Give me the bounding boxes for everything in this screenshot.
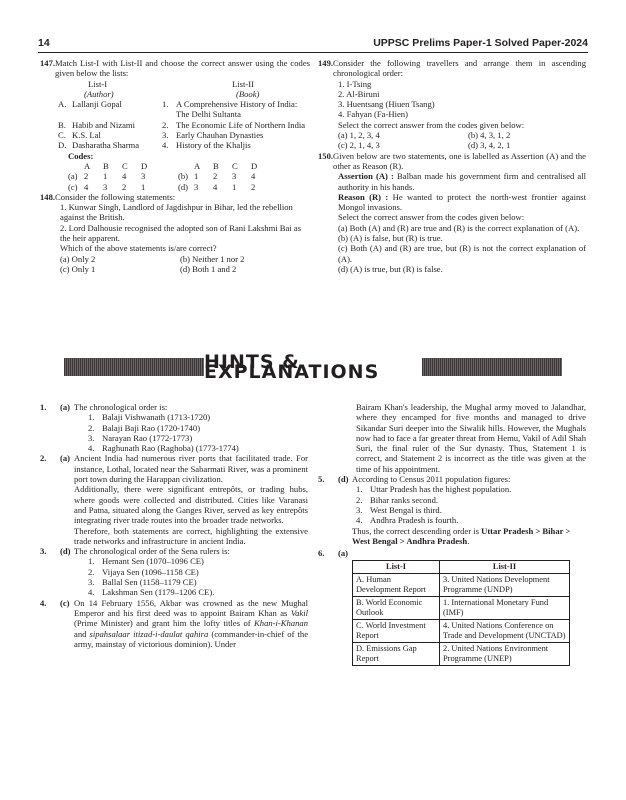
question-text: Consider the following travellers and arrange them in ascending chronological order: — [333, 58, 586, 79]
answer-5-list: 1. Uttar Pradesh has the highest population. 2. Bihar ranks second. 3. West Bengal is third. 4. Andhra Pradesh is fourth. — [356, 484, 512, 526]
answer-text: Ancient India had numerous river ports that facilitated trade. For instance, Lothal, located near the Sabarmati River, was a prominent port town during the Harappan civilization. — [74, 453, 308, 485]
list2-sub: (Book) — [236, 88, 260, 99]
code-value: D — [141, 160, 148, 171]
question-149 — [318, 58, 586, 79]
ask: Select the correct answer from the codes given below: — [338, 119, 525, 130]
answer-6-table — [352, 560, 570, 666]
option-a: (a) Only 2 — [60, 253, 96, 264]
traveller-3: 3. Huentsang (Hiuen Tsang) — [338, 99, 435, 110]
code-value: 2 — [84, 171, 89, 182]
col-head: List-I — [353, 561, 440, 574]
answer-1-list: 1. Balaji Vishwanath (1713-1720) 2. Balaji Baji Rao (1720-1740) 3. Narayan Rao (1772-1773) 4. Raghunath Rao (Raghoba) (1773-1774) — [88, 412, 239, 454]
codes-header — [68, 161, 310, 171]
code-value: 3 — [232, 171, 237, 182]
table-row: D. Emissions Gap Report 2. United Nations Environment Programme (UNEP) — [353, 643, 570, 666]
option-d: (d) Both 1 and 2 — [180, 263, 237, 274]
row-letter: B. — [58, 119, 66, 130]
answer-6 — [318, 548, 586, 558]
list-item: Lakshman Sen (1179–1206 CE). — [102, 587, 215, 598]
statement-1: 1. Kunwar Singh, Landlord of Jagdishpur in Bihar, led the rebellion against the British. — [60, 202, 293, 223]
option-a: (a) Both (A) and (R) are true and (R) is the correct explanation of (A). — [338, 222, 580, 233]
answer-1 — [40, 402, 308, 412]
answer-letter: (a) — [60, 402, 71, 412]
table-row: A. Human Development Report 3. United Nations Development Programme (UNDP) — [353, 574, 570, 597]
list2-cell: The Economic Life of Northern India — [176, 119, 306, 130]
answer-number: 3. — [40, 546, 47, 557]
row-number: 4. — [162, 140, 169, 151]
list2-cell: A Comprehensive History of India: The Delhi Sultanta — [176, 99, 298, 120]
answer-number: 2. — [40, 453, 47, 464]
list-item: Vijaya Sen (1096–1158 CE) — [102, 566, 199, 577]
spacer — [160, 161, 178, 171]
question-text: Match List-I with List-II and choose the correct answer using the codes given below the lists: — [55, 58, 310, 79]
option-c: (c) 2, 1, 4, 3 — [338, 140, 380, 151]
row-number: 2. — [162, 119, 169, 130]
answer-number: 5. — [318, 474, 325, 485]
table-row: B. World Economic Outlook 1. International Monetary Fund (IMF) — [353, 597, 570, 620]
option-a: (a) 1, 2, 3, 4 — [338, 130, 380, 141]
list-item: Narayan Rao (1772-1773) — [102, 432, 193, 443]
row-number: 1. — [162, 99, 169, 110]
assertion-label: Assertion (A) : — [338, 171, 394, 182]
section-title: HINTS & EXPLANATIONS — [204, 350, 380, 383]
codes-row — [68, 182, 310, 192]
assertion-text: Balban made his government firm and centralised all authority in his hands. — [338, 171, 586, 192]
answer-5-conclusion: Thus, the correct descending order is Uttar Pradesh > Bihar > West Bengal > Andhra Pradesh. — [352, 525, 571, 546]
question-text: Consider the following statements: — [55, 191, 176, 202]
list1-cell: K.S. Lal — [72, 130, 101, 141]
code-value: 1 — [103, 171, 108, 182]
code-value: D — [251, 160, 258, 171]
code-value: 2 — [122, 181, 127, 192]
code-value: 2 — [213, 171, 218, 182]
code-option: (c) — [68, 181, 78, 192]
answer-2-para-3: Therefore, both statements are correct, highlighting the extensive trade networks and infrastructure in ancient India. — [74, 525, 308, 546]
reason-text: He wanted to protect the north-west frontier against Mongol invasions. — [338, 191, 587, 213]
code-option: (a) — [68, 171, 78, 182]
codes-row — [68, 171, 310, 181]
row-letter: D. — [58, 140, 67, 151]
traveller-1: 1. I-Tsing — [338, 78, 372, 89]
option-c: (c) Both (A) and (R) are true, but (R) is not the correct explanation of (A). — [338, 243, 586, 264]
row-letter: A. — [58, 99, 67, 110]
code-value: B — [213, 160, 219, 171]
spacer — [160, 171, 178, 181]
code-value: A — [194, 160, 201, 171]
question-147 — [40, 58, 310, 79]
answer-text: According to Census 2011 population figures: — [352, 474, 511, 485]
answer-number: 1. — [40, 402, 47, 412]
answer-4-continued: Bairam Khan's leadership, the Mughal army moved to Jalandhar, where they encamped for five months and managed to drive Sikandar Suri deeper into the Siwalik hills. However, the Mughals now had to face a far greater threat from Hemu, Vakil of Adil Shah Suri, the final ruler of the Sur dynasty. Thus, Statement 1 is correct, and Statement 2 is incorrect as the title was given at the time of his appointment. — [356, 402, 586, 474]
answer-text: On 14 February 1556, Akbar was crowned as the new Mughal Emperor and his first deed was to appoint Bairam Khan as Vakil (Prime Minister) and grant him the lofty titles of Khan-i-Khanan and sipahsalaar itizad-i-daulat qahira (commander-in-chief of the army, mainstay of victorious dominion). Under — [74, 597, 308, 649]
answers-left-column — [40, 402, 308, 649]
row-number: 3. — [162, 130, 169, 141]
code-value: 4 — [251, 171, 256, 182]
code-value: 4 — [84, 181, 89, 192]
match-rows — [58, 99, 310, 150]
answer-4 — [40, 598, 308, 649]
banner-box — [204, 350, 422, 384]
answer-number: 6. — [318, 548, 325, 559]
question-number: 149. — [318, 58, 334, 68]
answer-letter: (c) — [60, 597, 70, 608]
list2-cell: History of the Khaljis — [176, 140, 251, 151]
list1-cell: Dasharatha Sharma — [72, 140, 140, 151]
list2-cell: Early Chauhan Dynasties — [176, 130, 264, 141]
answer-text: The chronological order of the Sena rulers is: — [74, 546, 230, 557]
traveller-4: 4. Fahyan (Fa-Hien) — [338, 109, 408, 120]
code-option: (d) — [178, 181, 189, 192]
code-option: (b) — [178, 171, 189, 182]
list-item: Raghunath Rao (Raghoba) (1773-1774) — [102, 443, 239, 454]
list1-cell: Lallanji Gopal — [72, 99, 122, 110]
answer-2-para-2: Additionally, there were significant entrepôts, or trading hubs, where goods were collected and distributed. Cities like Varanasi and Patna, situated along the Ganges River, served as key entrepôts integrating river trade routes into the broader trade networks. — [74, 484, 308, 526]
code-value: 2 — [251, 181, 256, 192]
question-number: 147. — [40, 58, 56, 68]
match-row — [58, 140, 310, 150]
answer-letter: (a) — [60, 453, 71, 464]
question-number: 150. — [318, 150, 334, 161]
list-item: Ballal Sen (1158–1179 CE) — [102, 577, 197, 588]
spacer — [160, 182, 178, 192]
code-value: C — [232, 160, 238, 171]
statement-2: 2. Lord Dalhousie recognised the adopted son of Rani Lakshmi Bai as the heir apparent. — [60, 222, 302, 244]
answer-5 — [318, 474, 586, 484]
list-item: Balaji Vishwanath (1713-1720) — [102, 412, 211, 423]
code-value: B — [103, 160, 109, 171]
code-value: 3 — [141, 171, 146, 182]
option-d: (d) 3, 4, 2, 1 — [468, 140, 511, 151]
answers-right-column — [318, 402, 586, 666]
header-rule — [38, 52, 588, 53]
code-value: 4 — [122, 171, 127, 182]
answer-letter: (d) — [338, 474, 349, 485]
ask: Which of the above statements is/are correct? — [60, 243, 217, 254]
code-option — [68, 161, 84, 171]
option-b: (b) Neither 1 nor 2 — [180, 253, 245, 264]
match-row — [58, 130, 310, 140]
option-b: (b) (A) is false, but (R) is true. — [338, 233, 443, 244]
running-title: UPPSC Prelims Paper-1 Solved Paper-2024 — [373, 37, 588, 49]
answer-text: The chronological order is: — [74, 402, 168, 412]
list-item: West Bengal is third. — [370, 504, 442, 515]
assertion — [338, 171, 586, 192]
match-row — [58, 120, 310, 130]
col-head: List-II — [440, 561, 570, 574]
list-item: Andhra Pradesh is fourth. — [370, 515, 459, 526]
traveller-2: 2. Al-Biruni — [338, 88, 380, 99]
answer-number: 4. — [40, 597, 47, 608]
list-item: Balaji Baji Rao (1720-1740) — [102, 422, 201, 433]
list2-head: List-II — [232, 78, 254, 89]
right-question-column — [318, 58, 586, 274]
list1-cell: Habib and Nizami — [72, 119, 136, 130]
codes-grid — [68, 161, 310, 192]
question-text: Given below are two statements, one is labelled as Assertion (A) and the other as Reason (R). — [333, 150, 586, 171]
list-item: Bihar ranks second. — [370, 494, 439, 505]
match-list-table — [58, 79, 310, 100]
list1-head: List-I — [88, 78, 108, 89]
ask: Select the correct answer from the codes given below: — [338, 212, 525, 223]
answer-3-list: 1. Hemant Sen (1070–1096 CE) 2. Vijaya Sen (1096–1158 CE) 3. Ballal Sen (1158–1179 CE) 4. Lakshman Sen (1179–1206 CE). — [88, 556, 215, 598]
option-d: (d) (A) is true, but (R) is false. — [338, 263, 443, 274]
answer-letter: (d) — [60, 546, 71, 557]
list-item: Hemant Sen (1070–1096 CE) — [102, 556, 204, 567]
answer-letter: (a) — [338, 548, 349, 559]
code-value: 3 — [194, 181, 199, 192]
option-b: (b) 4, 3, 1, 2 — [468, 130, 511, 141]
code-value: C — [122, 160, 128, 171]
list1-sub: (Author) — [84, 88, 114, 99]
codes-label: Codes: — [68, 150, 94, 161]
code-value: 3 — [103, 181, 108, 192]
row-letter: C. — [58, 130, 66, 141]
table-row: C. World Investment Report 4. United Nations Conference on Trade and Development (UNCTAD) — [353, 620, 570, 643]
question-150 — [318, 151, 586, 172]
code-option — [178, 161, 194, 171]
code-value: 4 — [213, 181, 218, 192]
question-number: 148. — [40, 191, 56, 202]
code-value: A — [84, 160, 91, 171]
list-item: Uttar Pradesh has the highest population. — [370, 484, 512, 495]
answer-3 — [40, 546, 308, 556]
code-value: 1 — [194, 171, 199, 182]
reason-label: Reason (R) : — [338, 191, 389, 202]
code-value: 1 — [141, 181, 146, 192]
section-banner — [64, 350, 562, 384]
match-row — [58, 99, 310, 120]
question-148 — [40, 192, 310, 202]
left-question-column — [40, 58, 310, 274]
option-c: (c) Only 1 — [60, 263, 96, 274]
answer-2 — [40, 453, 308, 484]
page-number: 14 — [38, 37, 50, 49]
reason — [338, 192, 586, 213]
code-value: 1 — [232, 181, 237, 192]
